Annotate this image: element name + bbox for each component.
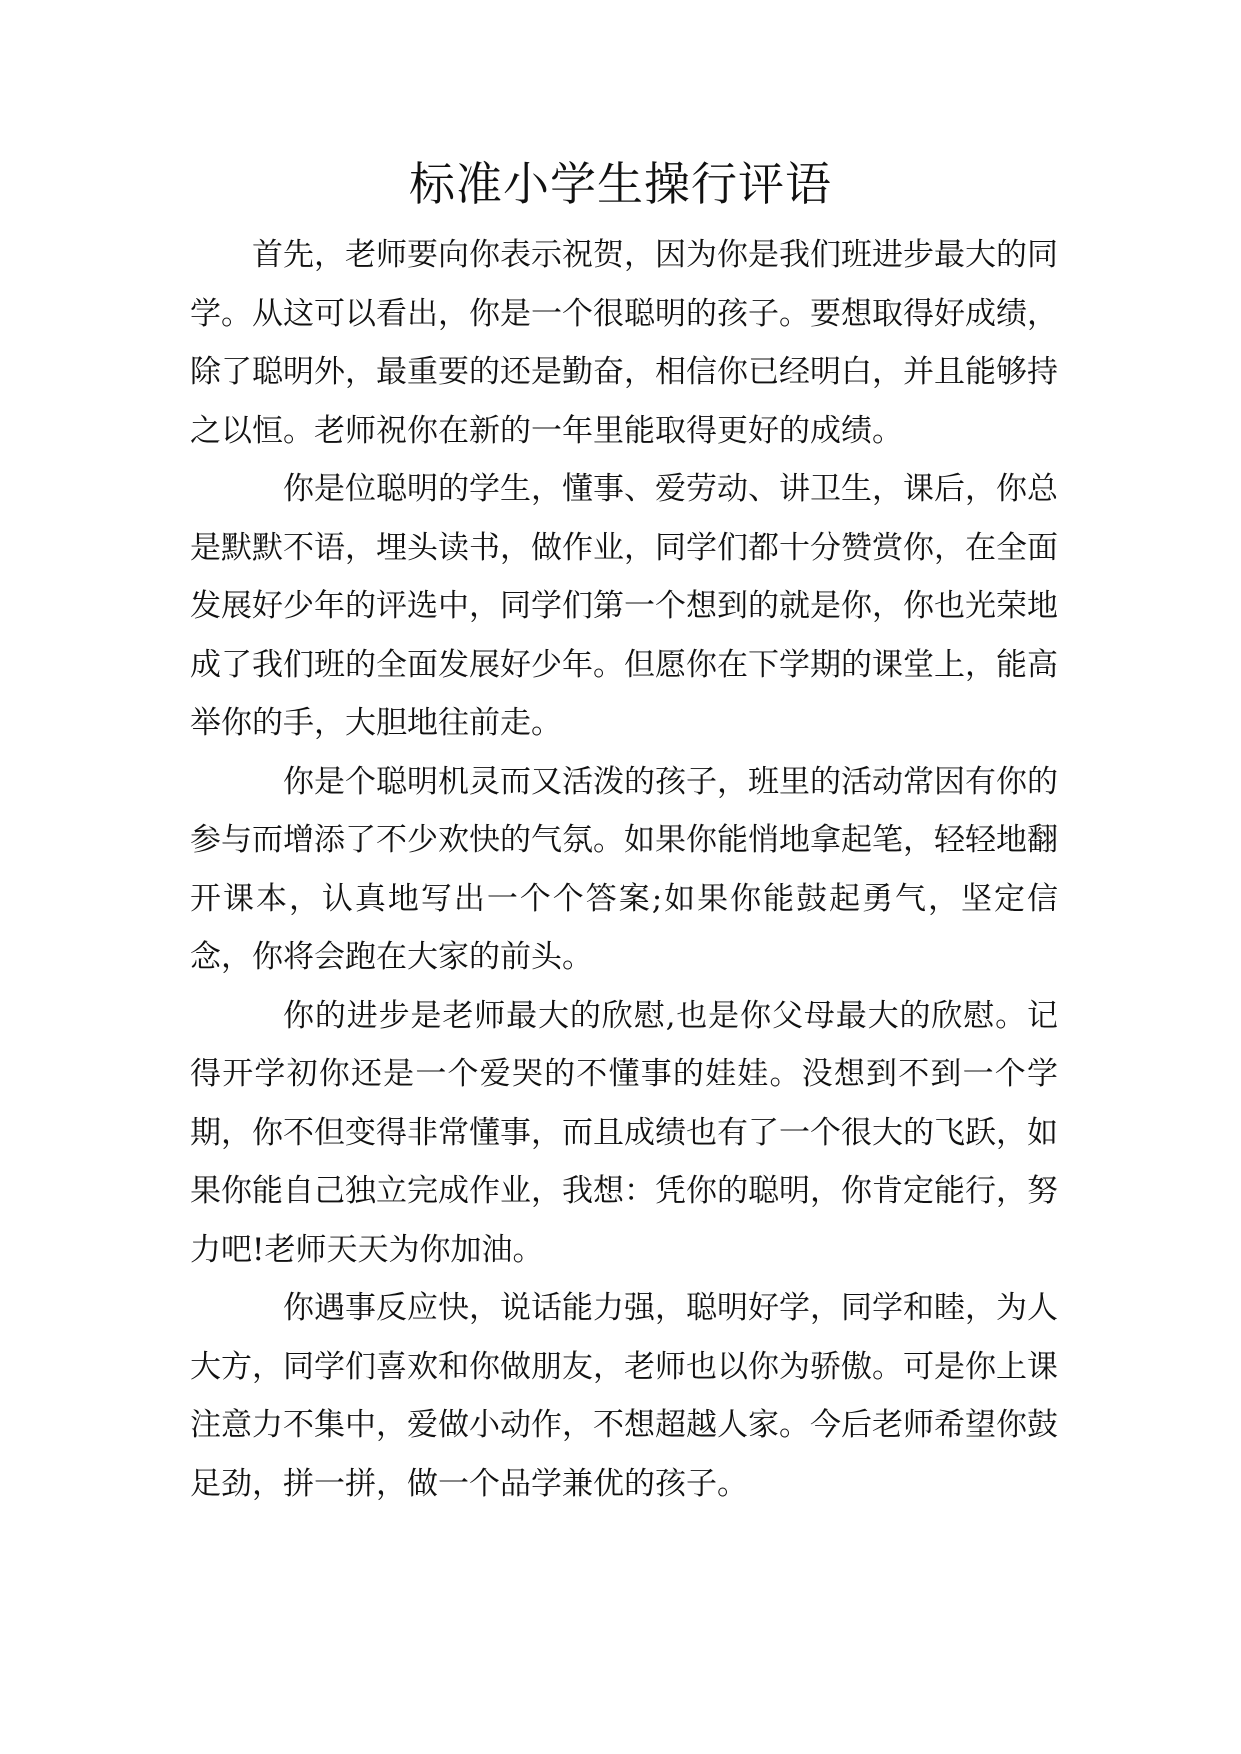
paragraph-4: 你的进步是老师最大的欣慰,也是你父母最大的欣慰。记得开学初你还是一个爱哭的不懂事的娃娃。没想到不到一个学期，你不但变得非常懂事，而且成绩也有了一个很大的飞跃，如果你能自己独立完成作业，我想：凭你的聪明，你肯定能行，努力吧!老师天天为你加油。 [190,997,1058,1268]
paragraph-5: 你遇事反应快，说话能力强，聪明好学，同学和睦，为人大方，同学们喜欢和你做朋友，老师也以你为骄傲。可是你上课注意力不集中，爱做小动作，不想超越人家。今后老师希望你鼓足劲，拼一拼，做一个品学兼优的孩子。 [190,1290,1058,1502]
document-body [190,226,1058,1513]
document-title: 标准小学生操行评语 [409,157,832,211]
paragraph-2: 你是位聪明的学生，懂事、爱劳动、讲卫生，课后，你总是默默不语，埋头读书，做作业，同学们都十分赞赏你，在全面发展好少年的评选中，同学们第一个想到的就是你，你也光荣地成了我们班的全面发展好少年。但愿你在下学期的课堂上，能高举你的手，大胆地往前走。 [190,471,1058,741]
paragraph-3: 你是个聪明机灵而又活泼的孩子，班里的活动常因有你的参与而增添了不少欢快的气氛。如果你能悄地拿起笔，轻轻地翻开课本，认真地写出一个个答案;如果你能鼓起勇气，坚定信念，你将会跑在大家的前头。 [190,763,1058,975]
paragraph-1: 首先，老师要向你表示祝贺，因为你是我们班进步最大的同学。从这可以看出，你是一个很聪明的孩子。要想取得好成绩，除了聪明外，最重要的还是勤奋，相信你已经明白，并且能够持之以恒。老师祝你在新的一年里能取得更好的成绩。 [190,237,1058,449]
